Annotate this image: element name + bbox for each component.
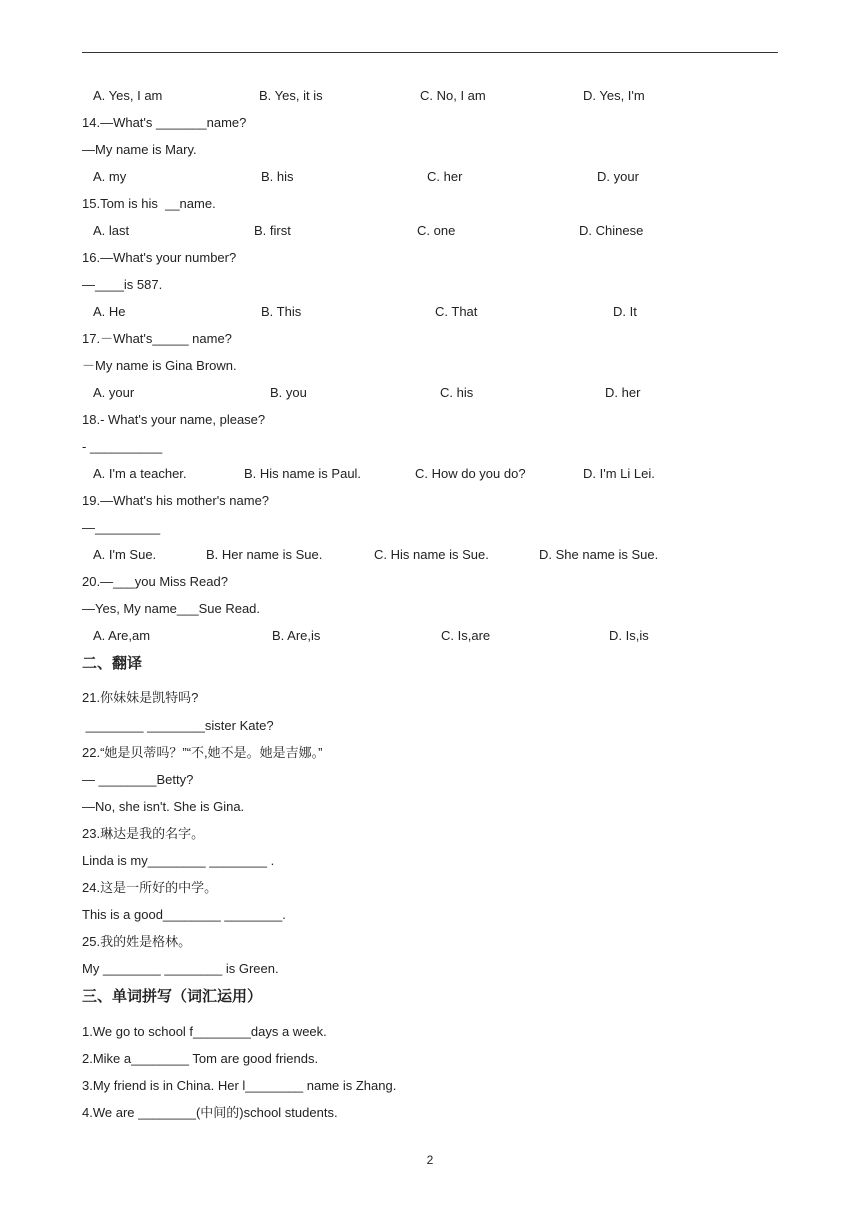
q21-answer: ________ ________sister Kate? (82, 718, 274, 733)
q23-answer: Linda is my________ ________ . (82, 853, 275, 868)
q15-options (93, 223, 693, 239)
option-a: A. He (93, 304, 126, 319)
q16-answer: —____is 587. (82, 277, 163, 292)
section-title-spelling: 三、单词拼写（词汇运用） (82, 987, 263, 1005)
option-d: D. Chinese (579, 223, 644, 238)
q22-answer: — ________Betty? (82, 772, 194, 787)
q22-answer-2: —No, she isn't. She is Gina. (82, 799, 245, 814)
option-b: B. his (261, 169, 294, 184)
option-b: B. first (254, 223, 291, 238)
option-c: C. How do you do? (415, 466, 526, 481)
option-d: D. Is,is (609, 628, 649, 643)
page-number: 2 (426, 1153, 434, 1167)
option-c: C. No, I am (420, 88, 486, 103)
header-rule (82, 52, 778, 53)
q19-options (93, 547, 693, 563)
spelling-item-4: 4.We are ________(中间的)school students. (82, 1105, 338, 1120)
q13-options (93, 88, 693, 104)
q14-answer: —My name is Mary. (82, 142, 197, 157)
q16-question: 16.—What's your number? (82, 250, 237, 265)
spelling-item-2: 2.Mike a________ Tom are good friends. (82, 1051, 319, 1066)
q14-question: 14.—What's _______name? (82, 115, 247, 130)
q15-question: 15.Tom is his __name. (82, 196, 216, 211)
option-c: C. That (435, 304, 478, 319)
option-a: A. last (93, 223, 130, 238)
option-a: A. Yes, I am (93, 88, 163, 103)
q14-options (93, 169, 693, 185)
q19-answer: —_________ (82, 520, 161, 535)
option-b: B. His name is Paul. (244, 466, 362, 481)
option-c: C. one (417, 223, 456, 238)
option-c: C. Is,are (441, 628, 491, 643)
option-a: A. Are,am (93, 628, 151, 643)
option-a: A. I'm Sue. (93, 547, 157, 562)
q25-answer: My ________ ________ is Green. (82, 961, 279, 976)
q20-question: 20.—___you Miss Read? (82, 574, 228, 589)
spelling-item-1: 1.We go to school f________days a week. (82, 1024, 327, 1039)
option-d: D. She name is Sue. (539, 547, 659, 562)
section-title-translation: 二、翻译 (82, 654, 143, 672)
q17-answer: －My name is Gina Brown. (82, 358, 237, 373)
q17-options (93, 385, 693, 401)
q20-answer: —Yes, My name___Sue Read. (82, 601, 261, 616)
option-a: A. your (93, 385, 135, 400)
q23-question: 23.琳达是我的名字。 (82, 826, 205, 841)
option-b: B. Her name is Sue. (206, 547, 323, 562)
option-b: B. Are,is (272, 628, 321, 643)
option-b: B. you (270, 385, 307, 400)
option-b: B. This (261, 304, 302, 319)
q18-options (93, 466, 693, 482)
q18-answer: - __________ (82, 439, 163, 454)
q16-options (93, 304, 693, 320)
spelling-item-3: 3.My friend is in China. Her l________ name is Zhang. (82, 1078, 397, 1093)
q21-question: 21.你妹妹是凯特吗? (82, 690, 199, 705)
q18-question: 18.- What's your name, please? (82, 412, 266, 427)
option-b: B. Yes, it is (259, 88, 323, 103)
option-d: D. I'm Li Lei. (583, 466, 655, 481)
q20-options (93, 628, 693, 644)
option-d: D. her (605, 385, 641, 400)
option-d: D. It (613, 304, 637, 319)
q25-question: 25.我的姓是格林。 (82, 934, 192, 949)
option-c: C. her (427, 169, 463, 184)
option-d: D. your (597, 169, 639, 184)
q24-question: 24.这是一所好的中学。 (82, 880, 218, 895)
q19-question: 19.—What's his mother's name? (82, 493, 270, 508)
q17-question: 17.－What's_____ name? (82, 331, 232, 346)
q22-question: 22.“她是贝蒂吗？”“不,她不是。她是吉娜。” (82, 745, 323, 760)
option-c: C. His name is Sue. (374, 547, 489, 562)
option-c: C. his (440, 385, 474, 400)
option-d: D. Yes, I'm (583, 88, 645, 103)
option-a: A. my (93, 169, 127, 184)
option-a: A. I'm a teacher. (93, 466, 187, 481)
q24-answer: This is a good________ ________. (82, 907, 286, 922)
